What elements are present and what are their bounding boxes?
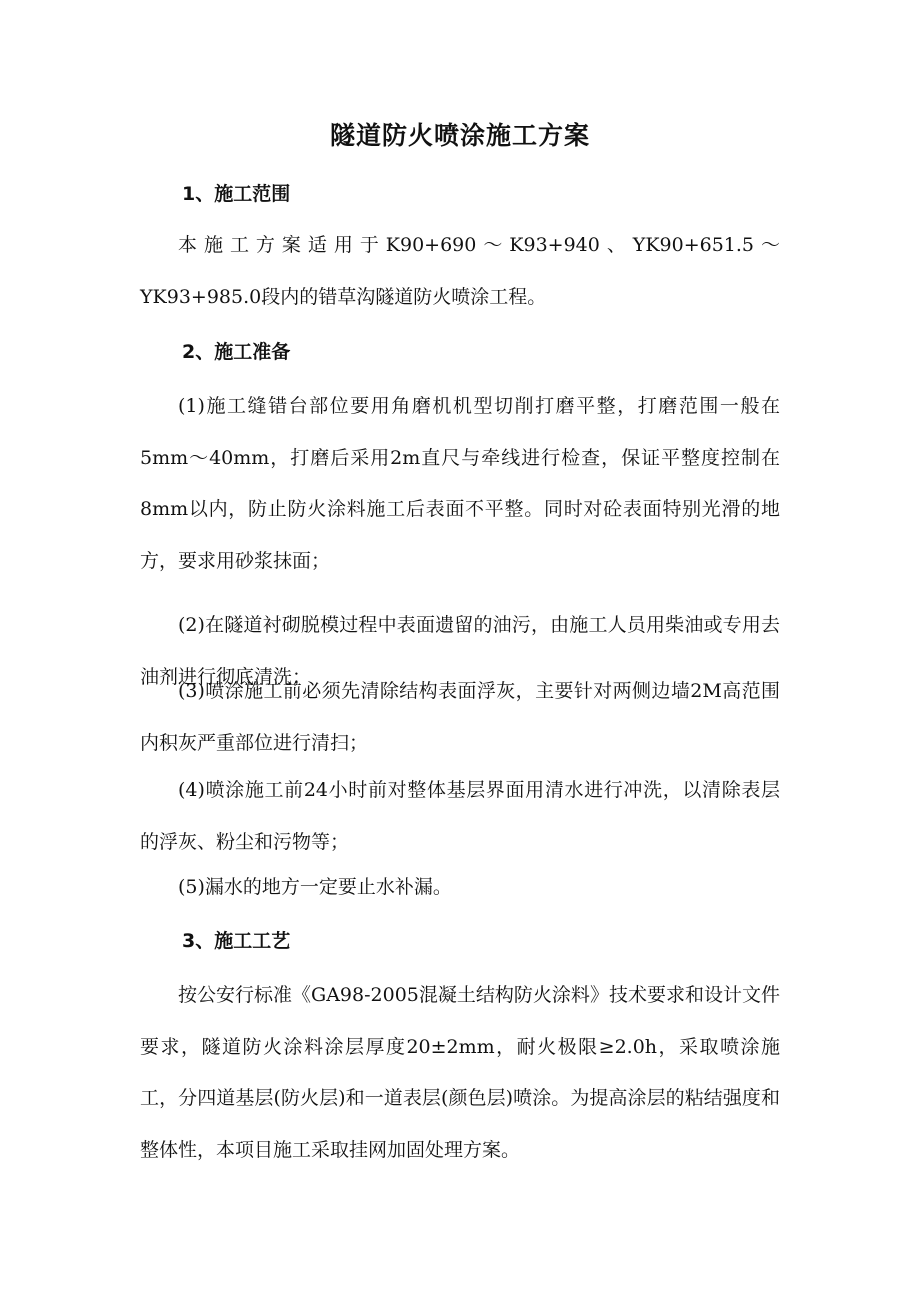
preparation-item-5: (5)漏水的地方一定要止水补漏。 <box>178 876 452 898</box>
preparation-item-3: (3)喷涂施工前必须先清除结构表面浮灰，主要针对两侧边墙2M高范围内积灰严重部位进行清扫； <box>140 680 780 754</box>
section-heading-scope: 1、施工范围 <box>182 183 291 205</box>
section-scope-paragraph: 本施工方案适用于K90+690～K93+940、YK90+651.5～YK93+985.0段内的错草沟隧道防火喷涂工程。 <box>140 234 780 308</box>
section-heading-preparation: 2、施工准备 <box>182 341 291 363</box>
section-process-paragraph: 按公安行标准《GA98-2005混凝土结构防火涂料》技术要求和设计文件要求，隧道防火涂料涂层厚度20±2mm，耐火极限≥2.0h，采取喷涂施工，分四道基层(防火层)和一道表层(颜色层)喷涂。为提高涂层的粘结强度和整体性，本项目施工采取挂网加固处理方案。 <box>140 984 780 1161</box>
document-title: 隧道防火喷涂施工方案 <box>329 121 590 150</box>
section-heading-process: 3、施工工艺 <box>182 930 291 952</box>
preparation-item-4: (4)喷涂施工前24小时前对整体基层界面用清水进行冲洗，以清除表层的浮灰、粉尘和污物等； <box>140 779 780 853</box>
preparation-item-2: (2)在隧道衬砌脱模过程中表面遗留的油污，由施工人员用柴油或专用去油剂进行彻底清洗； <box>140 614 780 688</box>
preparation-item-1: (1)施工缝错台部位要用角磨机机型切削打磨平整，打磨范围一般在5mm～40mm，打磨后采用2m直尺与牵线进行检查，保证平整度控制在8mm以内，防止防火涂料施工后表面不平整。同时对砼表面特别光滑的地方，要求用砂浆抹面； <box>140 395 780 572</box>
